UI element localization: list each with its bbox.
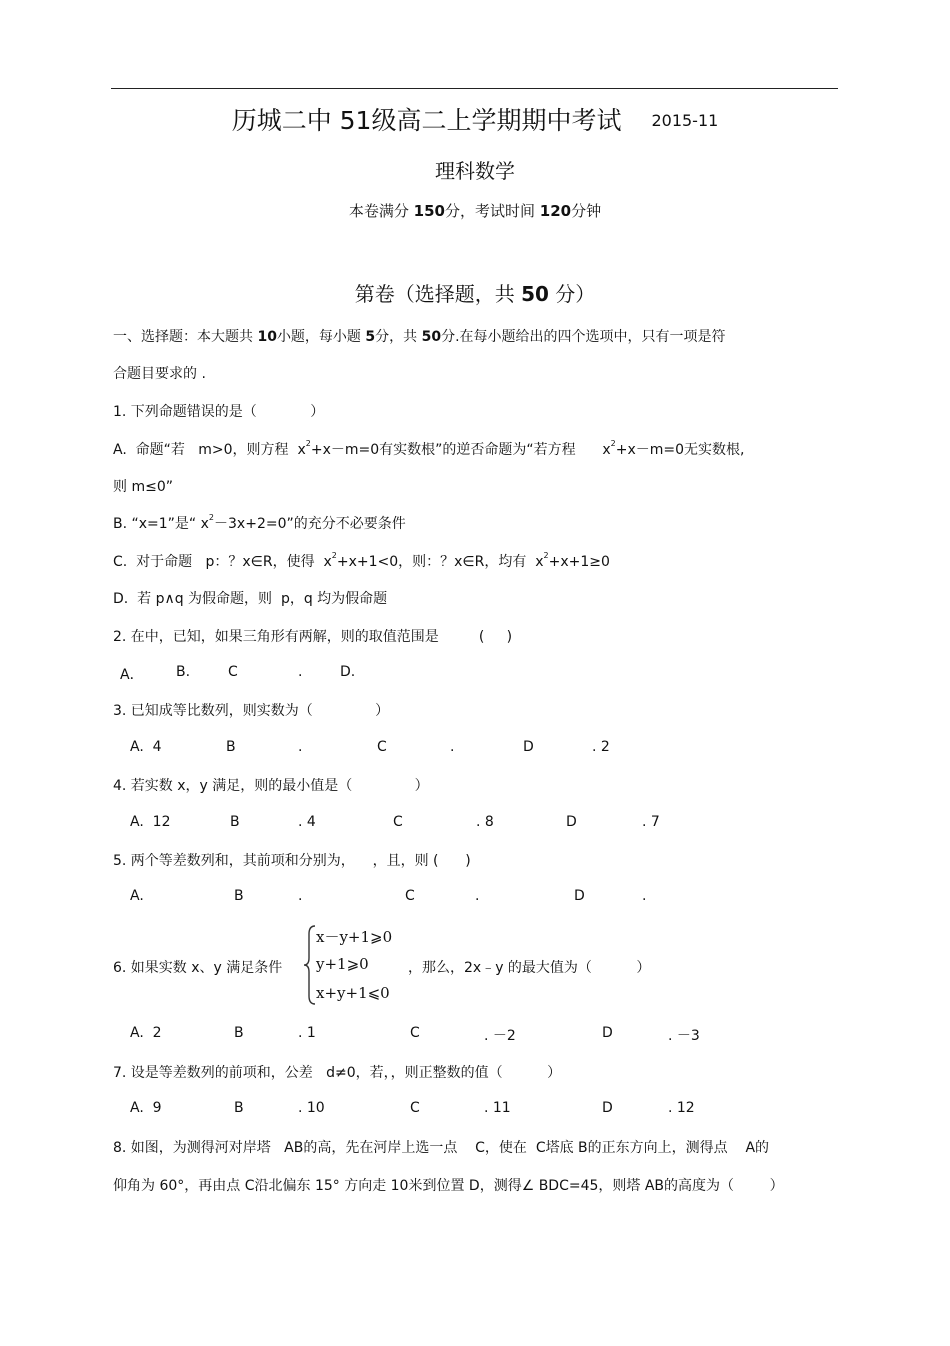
q6-option: . －3 [668,1028,700,1044]
system-inequality-3: x+y+1⩽0 [316,984,390,1002]
q2-option: . [298,664,303,680]
q5-option: . [475,888,480,904]
q3-option: A. 4 [130,739,162,755]
exam-date: 2015-11 [651,111,719,130]
q1-option-a: A. 命题“若 m>0，则方程 $x^2+x-m=0$有实数根”的逆否命题为“若方程 $x^2+x-m=0$无实数根, [113,439,745,458]
q7-option: . 12 [668,1100,695,1116]
q5-stem: 5. 两个等差数列和，其前项和分别为， ，且，则 ( ) [113,853,471,869]
q7-option: A. 9 [130,1100,162,1116]
q4-option: . 7 [642,814,660,830]
title-text: 历城二中 51级高二上学期期中考试 [231,106,622,135]
system-inequality-2: y+1⩾0 [316,955,369,973]
q4-option: D [566,814,577,830]
q4-option: B [230,814,240,830]
q2-option: B. [176,664,191,680]
instructions-line-1: 一、选择题：本大题共 10小题，每小题 5分，共 50分.在每小题给出的四个选项中，只有一项是符 [113,329,726,345]
q4-option: . 8 [476,814,494,830]
q5-option: . [642,888,647,904]
q6-option: . 1 [298,1025,316,1041]
q3-option: C [377,739,387,755]
q7-option: B [234,1100,244,1116]
system-brace [303,924,317,1006]
q1-option-b: B. “x=1”是“ $x^2-3x+2=0$”的充分不必要条件 [113,513,406,532]
q6-option: A. 2 [130,1025,162,1041]
q6-option: . －2 [484,1028,516,1044]
q6-stem-b: ，那么，2x﹣y 的最大值为（ ） [408,960,651,976]
q6-option: B [234,1025,244,1041]
header-rule [111,88,838,89]
exam-time: 120 [539,202,572,220]
q7-stem: 7. 设是等差数列的前项和，公差 d≠0，若，，则正整数的值（ ） [113,1065,562,1081]
q3-option: . 2 [592,739,610,755]
exam-info: 本卷满分 150分，考试时间 120分钟 [348,202,602,220]
system-inequality-1: x－y+1⩾0 [316,928,393,946]
q2-option: D. [340,664,356,680]
q1-option-a-cont: 则 m≤0” [113,479,173,495]
q7-option: . 10 [298,1100,325,1116]
q1-stem: 1. 下列命题错误的是（ ） [113,404,325,420]
q4-option: A. 12 [130,814,171,830]
q7-option: D [602,1100,613,1116]
q5-option: D [574,888,585,904]
full-score: 150 [413,202,445,220]
q1-option-c: C. 对于命题 p：？x∈R，使得 $x^2+x+1<0$，则：？x∈R，均有 $x^2+x+1\ge 0$ [113,551,610,570]
q6-option: D [602,1025,613,1041]
q4-option: C [393,814,403,830]
exam-subject: 理科数学 [435,159,515,183]
q3-option: . [450,739,455,755]
q6-stem-a: 6. 如果实数 x、y 满足条件 [113,960,283,976]
q7-option: . 11 [484,1100,511,1116]
q3-option: . [298,739,303,755]
q1-option-d: D. 若 p∧q 为假命题，则 p，q 均为假命题 [113,591,388,607]
q5-option: A. [130,888,144,904]
q6-option: C [410,1025,420,1041]
q2-option: C [228,664,238,680]
q7-option: C [410,1100,420,1116]
exam-title [0,101,950,137]
section-heading: 第卷（选择题，共 50 分） [354,282,596,306]
instructions-line-2: 合题目要求的 . [113,366,206,382]
q3-option: D [523,739,534,755]
q8-stem-line-1: 8. 如图，为测得河对岸塔 AB的高，先在河岸上选一点 C，使在 C塔底 B的正东方向上，测得点 A的 [113,1140,770,1156]
q5-option: B [234,888,244,904]
q4-stem: 4. 若实数 x，y 满足，则的最小值是（ ） [113,778,429,794]
q8-stem-line-2: 仰角为 60°，再由点 C沿北偏东 15° 方向走 10米到位置 D，测得∠ BDC=45，则塔 AB的高度为（ ） [113,1178,784,1194]
q2-stem: 2. 在中，已知，如果三角形有两解，则的取值范围是 ( ) [113,629,513,645]
q3-option: B [226,739,236,755]
q2-option: A． [120,667,144,683]
q5-option: . [298,888,303,904]
q4-option: . 4 [298,814,316,830]
q3-stem: 3. 已知成等比数列，则实数为（ ） [113,703,390,719]
q5-option: C [405,888,415,904]
